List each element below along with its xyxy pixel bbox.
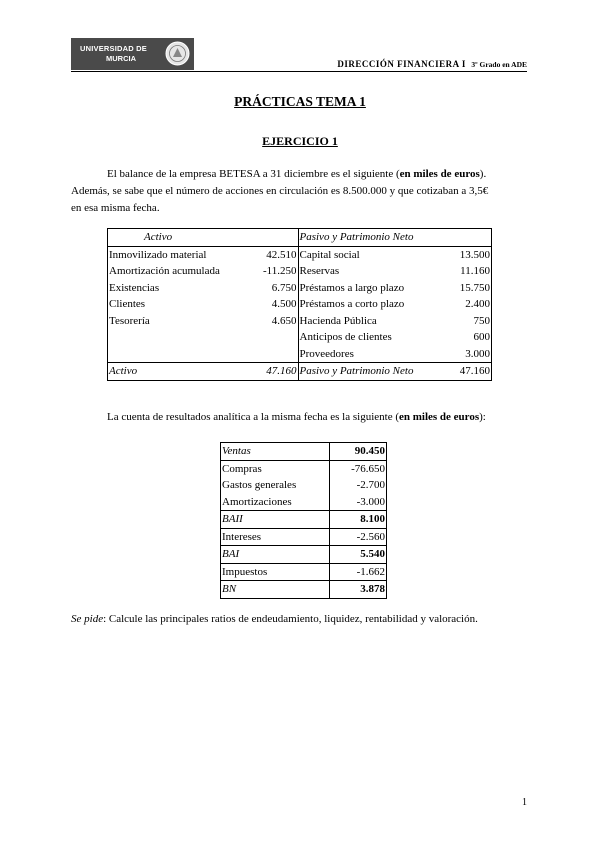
- question-text: : Calcule las principales ratios de endeudamiento, liquidez, rentabilidad y valoración.: [103, 613, 478, 625]
- asset-value: 4.500: [240, 296, 298, 313]
- intro-line3: en esa misma fecha.: [71, 202, 160, 214]
- page-number: 1: [522, 797, 527, 808]
- table-row: [108, 280, 492, 297]
- liability-label: Préstamos a largo plazo: [299, 281, 405, 294]
- table-row: [221, 511, 387, 529]
- result-value: -2.560: [330, 528, 387, 546]
- table-row: [108, 246, 492, 263]
- total-assets-label: Activo: [108, 363, 241, 381]
- table-row: [221, 494, 387, 511]
- intro-paragraph: [71, 166, 527, 217]
- result-value: -3.000: [330, 494, 387, 511]
- liability-value: 3.000: [452, 346, 492, 363]
- result-value: 90.450: [330, 443, 387, 461]
- asset-value: -11.250: [240, 263, 298, 280]
- liability-value: 750: [452, 313, 492, 330]
- asset-label: Tesorería: [108, 313, 241, 330]
- course-sub: 3º Grado en ADE: [471, 60, 527, 69]
- liability-value: 600: [452, 329, 492, 346]
- course-name: DIRECCIÓN FINANCIERA I: [337, 59, 466, 69]
- logo-line1: UNIVERSIDAD DE: [80, 44, 147, 53]
- result-value: -76.650: [330, 460, 387, 477]
- liability-value: 11.160: [452, 263, 492, 280]
- university-logo: [71, 38, 194, 70]
- table-row: [108, 296, 492, 313]
- total-liabilities-label: Pasivo y Patrimonio Neto: [298, 363, 452, 381]
- asset-label: [108, 329, 241, 346]
- asset-label: Clientes: [108, 296, 241, 313]
- asset-value: 6.750: [240, 280, 298, 297]
- liability-label: Proveedores: [299, 347, 354, 360]
- intro-line1-bold: en miles de euros: [399, 168, 480, 180]
- liability-label: Capital social: [299, 248, 360, 261]
- table-row: [221, 581, 387, 599]
- header-divider: [71, 71, 527, 72]
- result-value: 8.100: [330, 511, 387, 529]
- result-label: Compras: [221, 460, 330, 477]
- total-liabilities-value: 47.160: [452, 363, 492, 381]
- results-intro: [71, 409, 527, 426]
- table-row: [221, 443, 387, 461]
- page-title: PRÁCTICAS TEMA 1: [234, 94, 366, 109]
- intro-line2: Además, se sabe que el número de acciones en circulación es 8.500.000 y que cotizaban a 3,5€: [71, 185, 489, 197]
- question-paragraph: [71, 611, 527, 628]
- table-row: [221, 528, 387, 546]
- logo-line2: MURCIA: [106, 54, 136, 63]
- result-label: Impuestos: [221, 563, 330, 581]
- course-header: [337, 59, 527, 69]
- liability-value: 15.750: [452, 280, 492, 297]
- result-label: Intereses: [221, 528, 330, 546]
- liability-label: Anticipos de clientes: [299, 331, 392, 344]
- total-assets-value: 47.160: [240, 363, 298, 381]
- balance-total-row: [108, 363, 492, 381]
- table-row: [108, 263, 492, 280]
- result-label: Gastos generales: [221, 477, 330, 494]
- university-seal-icon: [165, 41, 190, 66]
- result-value: 3.878: [330, 581, 387, 599]
- asset-value: 4.650: [240, 313, 298, 330]
- assets-header: Activo: [108, 229, 299, 247]
- asset-label: Inmovilizado material: [108, 246, 241, 263]
- table-row: [221, 460, 387, 477]
- balance-header-row: [108, 229, 492, 247]
- asset-value: [240, 346, 298, 363]
- result-label: Amortizaciones: [221, 494, 330, 511]
- balance-sheet-table: [107, 228, 492, 381]
- intro-line1-post: ).: [479, 168, 487, 180]
- result-value: -2.700: [330, 477, 387, 494]
- result-label: Ventas: [221, 443, 330, 461]
- table-row: [221, 546, 387, 564]
- liability-value: 2.400: [452, 296, 492, 313]
- liability-label: Préstamos a corto plazo: [299, 298, 405, 311]
- result-label: BAI: [221, 546, 330, 564]
- liabilities-header: Pasivo y Patrimonio Neto: [298, 229, 492, 247]
- table-row: [108, 313, 492, 330]
- results-intro-pre: La cuenta de resultados analítica a la misma fecha es la siguiente (: [107, 411, 399, 423]
- result-label: BAII: [221, 511, 330, 529]
- results-intro-post: ):: [479, 411, 486, 423]
- result-value: 5.540: [330, 546, 387, 564]
- table-row: [108, 329, 492, 346]
- asset-label: Existencias: [108, 280, 241, 297]
- asset-label: [108, 346, 241, 363]
- result-label: BN: [221, 581, 330, 599]
- asset-value: 42.510: [240, 246, 298, 263]
- income-statement-table: [220, 442, 387, 599]
- table-row: [108, 346, 492, 363]
- exercise-title: EJERCICIO 1: [262, 134, 338, 148]
- table-row: [221, 563, 387, 581]
- table-row: [221, 477, 387, 494]
- asset-label: Amortización acumulada: [108, 263, 241, 280]
- result-value: -1.662: [330, 563, 387, 581]
- liability-label: Reservas: [299, 265, 340, 278]
- intro-line1-pre: El balance de la empresa BETESA a 31 diciembre es el siguiente (: [107, 168, 400, 180]
- asset-value: [240, 329, 298, 346]
- liability-value: 13.500: [452, 246, 492, 263]
- question-label: Se pide: [71, 613, 104, 625]
- liability-label: Hacienda Pública: [299, 314, 377, 327]
- results-intro-bold: en miles de euros: [398, 411, 480, 423]
